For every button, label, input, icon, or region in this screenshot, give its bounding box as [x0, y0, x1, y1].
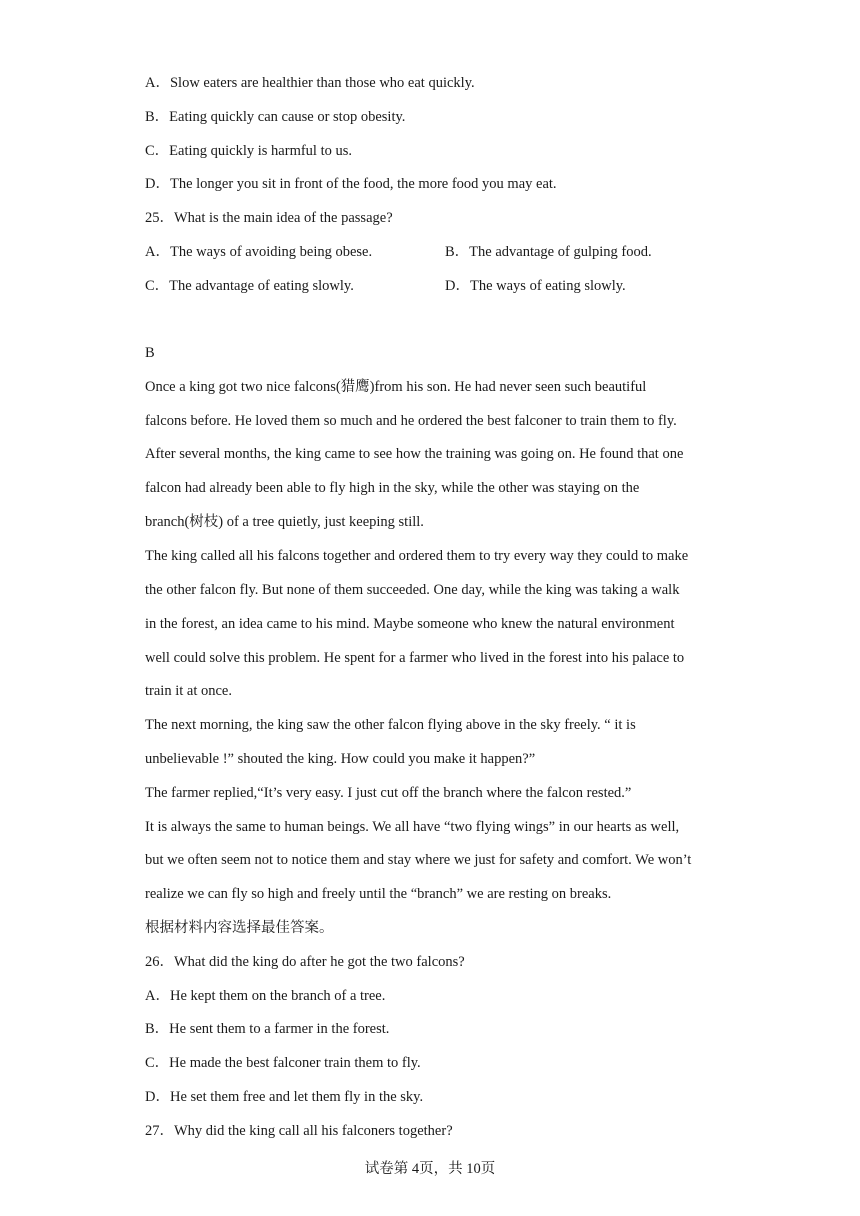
- q26-option-c: C．He made the best falconer train them to fly.: [145, 1055, 421, 1071]
- passage-line: The farmer replied,“It’s very easy. I just cut off the branch where the falcon rested.”: [145, 785, 632, 801]
- passage-line: well could solve this problem. He spent for a farmer who lived in the forest into his palace to: [145, 650, 685, 666]
- passage-line: but we often seem not to notice them and stay where we just for safety and comfort. We won’t: [145, 852, 692, 868]
- passage-line: unbelievable !” shouted the king. How could you make it happen?”: [145, 751, 536, 767]
- q25-option-c: C．The advantage of eating slowly.: [145, 278, 354, 294]
- page-footer: 试卷第 4页，共 10页: [364, 1161, 496, 1177]
- passage-line: After several months, the king came to see how the training was going on. He found that one: [145, 446, 684, 462]
- q26-option-d: D．He set them free and let them fly in the sky.: [145, 1089, 424, 1105]
- q24-option-a: A．Slow eaters are healthier than those who eat quickly.: [145, 75, 475, 91]
- q25-option-d: D．The ways of eating slowly.: [445, 278, 626, 294]
- q26-option-b: B．He sent them to a farmer in the forest.: [145, 1021, 390, 1037]
- passage-line: in the forest, an idea came to his mind. Maybe someone who knew the natural environment: [145, 616, 675, 632]
- section-heading: B: [145, 345, 155, 361]
- q24-option-d: D．The longer you sit in front of the food, the more food you may eat.: [145, 176, 557, 192]
- q27-question: 27．Why did the king call all his falconers together?: [145, 1123, 453, 1139]
- q25-question: 25．What is the main idea of the passage?: [145, 210, 393, 226]
- q25-option-b: B．The advantage of gulping food.: [445, 244, 652, 260]
- instruction-text: 根据材料内容选择最佳答案。: [145, 920, 334, 936]
- passage-line: Once a king got two nice falcons(猎鹰)from his son. He had never seen such beautiful: [145, 379, 647, 395]
- passage-line: falcons before. He loved them so much and he ordered the best falconer to train them to fly.: [145, 413, 677, 429]
- q24-option-c: C．Eating quickly is harmful to us.: [145, 143, 353, 159]
- q26-question: 26．What did the king do after he got the two falcons?: [145, 954, 465, 970]
- passage-line: train it at once.: [145, 683, 232, 699]
- q26-option-a: A．He kept them on the branch of a tree.: [145, 988, 386, 1004]
- passage-line: the other falcon fly. But none of them succeeded. One day, while the king was taking a walk: [145, 582, 680, 598]
- q24-option-b: B．Eating quickly can cause or stop obesity.: [145, 109, 406, 125]
- passage-line: The king called all his falcons together and ordered them to try every way they could to make: [145, 548, 689, 564]
- passage-line: realize we can fly so high and freely until the “branch” we are resting on breaks.: [145, 886, 612, 902]
- passage-line: falcon had already been able to fly high in the sky, while the other was staying on the: [145, 480, 640, 496]
- q25-option-a: A．The ways of avoiding being obese.: [145, 244, 373, 260]
- passage-line: It is always the same to human beings. We all have “two flying wings” in our hearts as well,: [145, 819, 680, 835]
- passage-line: branch(树枝) of a tree quietly, just keeping still.: [145, 514, 424, 530]
- passage-line: The next morning, the king saw the other falcon flying above in the sky freely. “ it is: [145, 717, 636, 733]
